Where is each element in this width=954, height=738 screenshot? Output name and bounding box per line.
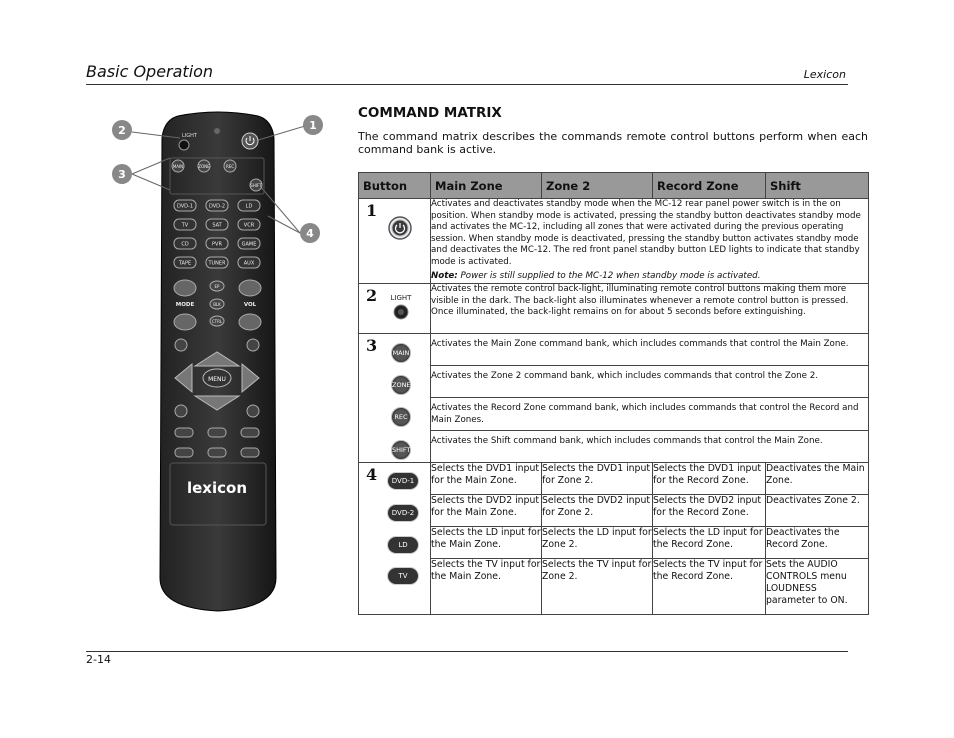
tv-icon: TV bbox=[387, 567, 419, 585]
row2-description: Activates the remote control back-light, illuminating remote control buttons making them more visible in the dark. The back-light also illuminates whenever a remote control button is pressed. Once illuminated, the back-light remains on for about 5 seconds before extinguishing. bbox=[431, 284, 869, 334]
remote-led bbox=[214, 128, 220, 134]
table-row bbox=[359, 527, 869, 559]
table-row bbox=[359, 398, 869, 431]
table-row bbox=[359, 431, 869, 463]
svg-text:CD: CD bbox=[181, 241, 189, 248]
remote-mode-vol bbox=[174, 280, 261, 330]
col-header-record-zone: Record Zone bbox=[653, 173, 766, 199]
row4-dvd2-shift: Deactivates Zone 2. bbox=[766, 495, 869, 527]
svg-text:MODE: MODE bbox=[175, 302, 195, 308]
svg-text:TUNER: TUNER bbox=[208, 260, 226, 267]
row4-dvd1-zone2: Selects the DVD1 input for Zone 2. bbox=[542, 463, 653, 495]
svg-text:SAT: SAT bbox=[212, 222, 222, 229]
row1-button-cell bbox=[359, 199, 431, 284]
row4-tv-main: Selects the TV input for the Main Zone. bbox=[431, 559, 542, 615]
row4-dvd2-zone2: Selects the DVD2 input for Zone 2. bbox=[542, 495, 653, 527]
row-number: 2 bbox=[366, 286, 378, 305]
svg-text:3: 3 bbox=[118, 168, 126, 181]
row3-zone-description: Activates the Zone 2 command bank, which includes commands that control the Zone 2. bbox=[431, 366, 869, 398]
row2-button-cell bbox=[359, 284, 431, 334]
svg-text:2: 2 bbox=[118, 124, 126, 137]
row4-tv-rec: Selects the TV input for the Record Zone. bbox=[653, 559, 766, 615]
page-number: 2-14 bbox=[86, 653, 111, 666]
callout-3 bbox=[112, 164, 132, 184]
svg-text:LD: LD bbox=[245, 203, 253, 210]
table-row bbox=[359, 199, 869, 284]
table-row bbox=[359, 366, 869, 398]
row-number: 1 bbox=[366, 201, 378, 220]
dvd1-icon: DVD-1 bbox=[387, 472, 419, 490]
svg-text:ZONE: ZONE bbox=[198, 164, 210, 169]
main-icon: MAIN bbox=[391, 343, 411, 363]
footer-rule bbox=[86, 651, 848, 652]
row-number: 4 bbox=[366, 465, 378, 484]
row4-ld-main: Selects the LD input for the Main Zone. bbox=[431, 527, 542, 559]
svg-text:TV: TV bbox=[181, 222, 189, 229]
page-header-title: Basic Operation bbox=[86, 62, 214, 81]
row3-shift-description: Activates the Shift command bank, which includes commands that control the Main Zone. bbox=[431, 431, 869, 463]
callout-1 bbox=[303, 115, 323, 135]
col-header-zone-2: Zone 2 bbox=[542, 173, 653, 199]
table-row bbox=[359, 495, 869, 527]
shift-icon: SHIFT bbox=[391, 440, 411, 460]
svg-text:LIGHT: LIGHT bbox=[390, 294, 412, 302]
table-row bbox=[359, 463, 869, 495]
svg-text:PVR: PVR bbox=[212, 241, 222, 248]
col-header-button: Button bbox=[359, 173, 431, 199]
svg-text:4: 4 bbox=[306, 227, 314, 240]
ld-icon: LD bbox=[387, 536, 419, 554]
col-header-main-zone: Main Zone bbox=[431, 173, 542, 199]
callout-2 bbox=[112, 120, 132, 140]
svg-text:VCR: VCR bbox=[243, 222, 255, 229]
power-icon bbox=[387, 215, 413, 241]
row3-button-cell bbox=[359, 334, 431, 463]
row4-dvd1-shift: Deactivates the Main Zone. bbox=[766, 463, 869, 495]
remote-control-illustration bbox=[100, 108, 340, 618]
row3-main-description: Activates the Main Zone command bank, which includes commands that control the Main Zone. bbox=[431, 334, 869, 366]
svg-text:VOL: VOL bbox=[243, 302, 257, 308]
row4-dvd2-rec: Selects the DVD2 input for the Record Zone. bbox=[653, 495, 766, 527]
svg-text:MAIN: MAIN bbox=[172, 164, 184, 169]
svg-text:DVD-1: DVD-1 bbox=[176, 203, 194, 210]
svg-text:MENU: MENU bbox=[208, 376, 226, 383]
svg-text:EP: EP bbox=[214, 284, 220, 289]
svg-text:CTRL: CTRL bbox=[211, 319, 223, 324]
svg-text:GAME: GAME bbox=[241, 241, 257, 248]
callout-4 bbox=[300, 223, 320, 243]
table-row bbox=[359, 559, 869, 615]
header-rule bbox=[86, 84, 848, 85]
svg-text:TAPE: TAPE bbox=[178, 260, 192, 267]
row4-dvd1-rec: Selects the DVD1 input for the Record Zone. bbox=[653, 463, 766, 495]
svg-text:1: 1 bbox=[309, 119, 317, 132]
page-header-brand: Lexicon bbox=[803, 68, 846, 81]
row4-tv-shift: Sets the AUDIO CONTROLS menu LOUDNESS parameter to ON. bbox=[766, 559, 869, 615]
svg-text:BLK: BLK bbox=[213, 302, 221, 307]
remote-light-label: LIGHT bbox=[182, 133, 197, 139]
svg-text:AUX: AUX bbox=[243, 260, 255, 267]
row-number: 3 bbox=[366, 336, 378, 355]
row4-ld-zone2: Selects the LD input for Zone 2. bbox=[542, 527, 653, 559]
col-header-shift: Shift bbox=[766, 173, 869, 199]
section-title: COMMAND MATRIX bbox=[358, 105, 502, 121]
zone-icon: ZONE bbox=[391, 375, 411, 395]
row1-description: Activates and deactivates standby mode when the MC-12 rear panel power switch is in the on position. When standby mode is activated, pressing the standby button deactivates standby mode and activates the MC-12, including all zones that were activated during the previous operating session. When standby mode is deactivated, pressing the standby button activates standby mode and deactivates the MC-12. The red front panel standby button LED lights to indicate that standby mode is activated. Note: Power is still supplied to the MC-12 when standby mode is activated. bbox=[431, 199, 869, 284]
rec-icon: REC bbox=[391, 407, 411, 427]
row1-note: Note: Power is still supplied to the MC-12 when standby mode is activated. bbox=[431, 270, 761, 281]
command-matrix-table bbox=[358, 172, 869, 615]
dvd2-icon: DVD-2 bbox=[387, 504, 419, 522]
row4-ld-shift: Deactivates the Record Zone. bbox=[766, 527, 869, 559]
table-row bbox=[359, 284, 869, 334]
light-icon bbox=[387, 292, 415, 324]
section-intro: The command matrix describes the commands remote control buttons perform when each command bank is active. bbox=[358, 130, 868, 156]
row4-button-cell bbox=[359, 463, 431, 615]
row4-ld-rec: Selects the LD input for the Record Zone. bbox=[653, 527, 766, 559]
table-row bbox=[359, 334, 869, 366]
svg-text:REC: REC bbox=[225, 164, 235, 169]
row4-tv-zone2: Selects the TV input for Zone 2. bbox=[542, 559, 653, 615]
row4-dvd2-main: Selects the DVD2 input for the Main Zone. bbox=[431, 495, 542, 527]
svg-text:SHIFT: SHIFT bbox=[250, 183, 262, 188]
remote-light-button bbox=[179, 140, 189, 150]
remote-logo: lexicon bbox=[186, 479, 248, 497]
row3-rec-description: Activates the Record Zone command bank, which includes commands that control the Record and Main Zones. bbox=[431, 398, 869, 431]
table-header-row bbox=[359, 173, 869, 199]
svg-text:DVD-2: DVD-2 bbox=[208, 203, 226, 210]
row4-dvd1-main: Selects the DVD1 input for the Main Zone. bbox=[431, 463, 542, 495]
